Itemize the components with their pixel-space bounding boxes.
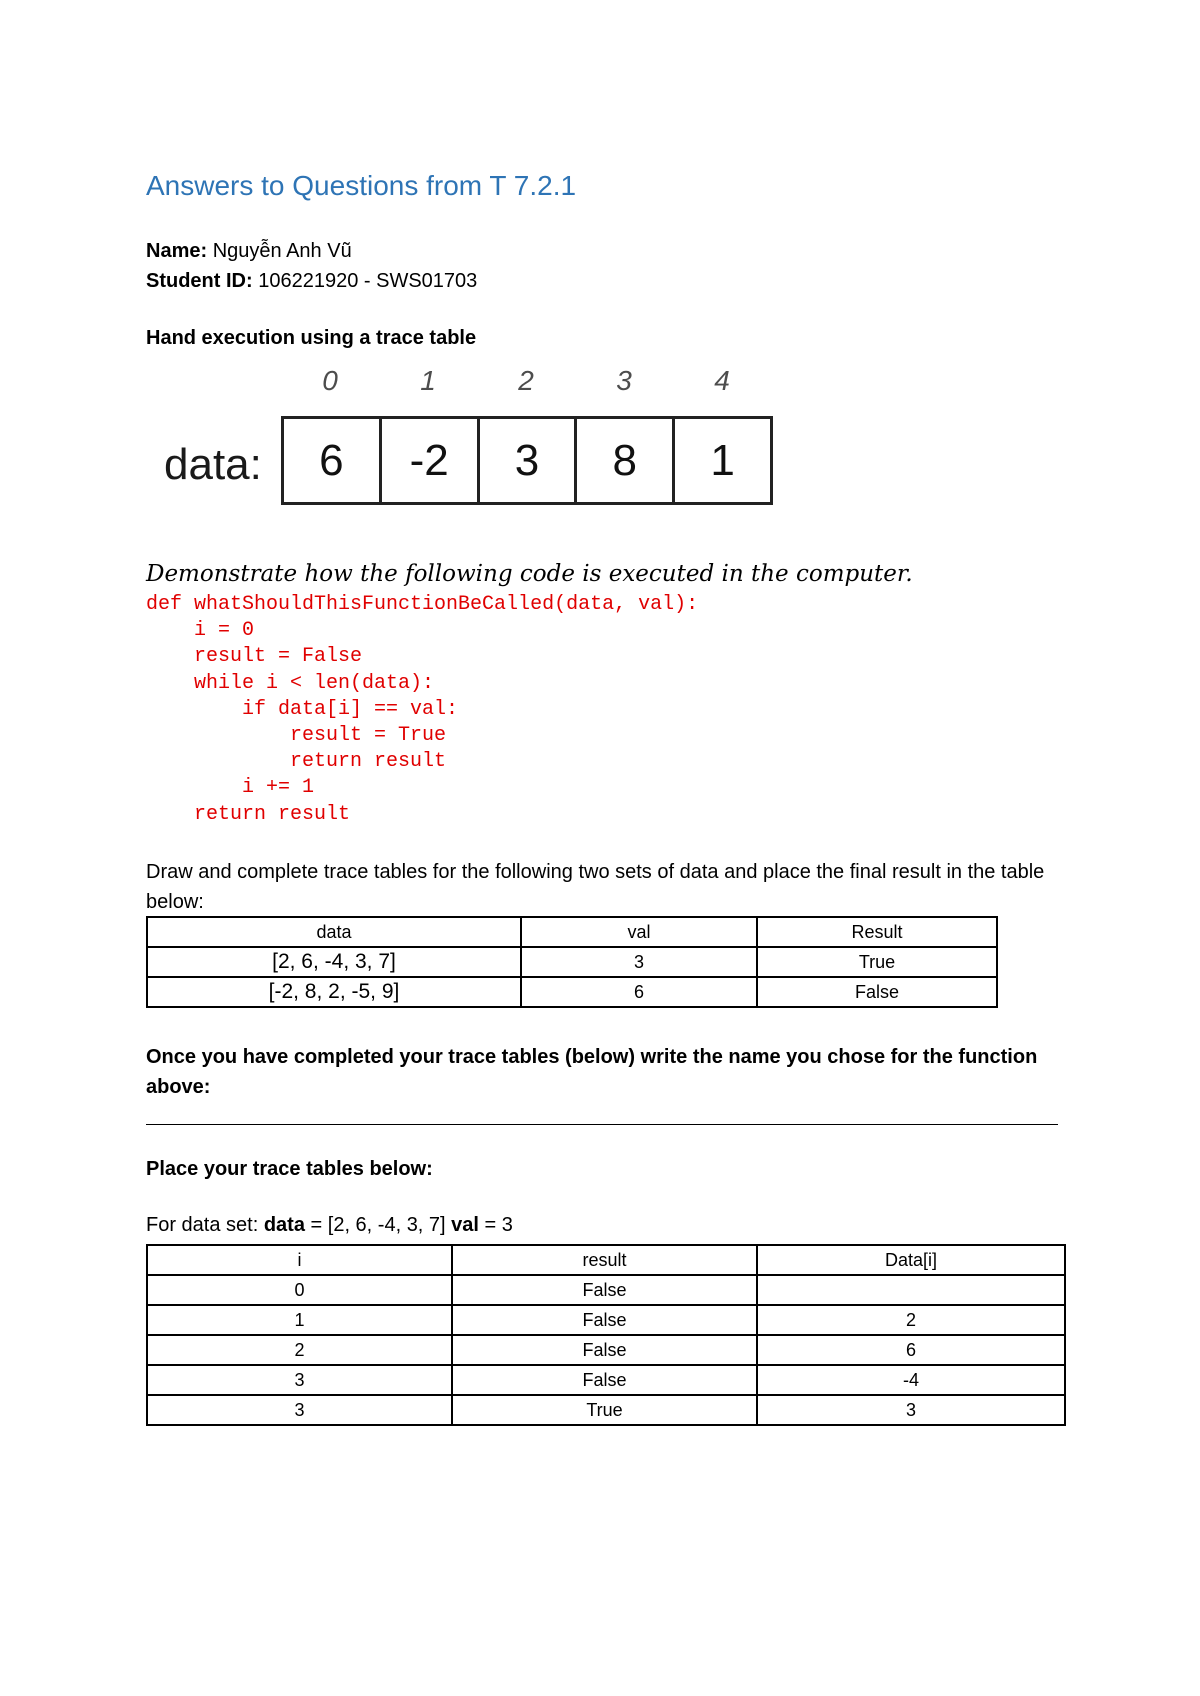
student-id-label: Student ID: [146, 270, 253, 292]
array-cell: 6 [284, 419, 382, 502]
array-index: 3 [616, 365, 632, 396]
table-row [147, 1395, 1065, 1425]
trace-table [146, 1244, 1066, 1426]
table-cell: 2 [147, 1335, 452, 1365]
name-value: Nguyễn Anh Vũ [212, 240, 352, 262]
array-index: 4 [714, 365, 730, 396]
dataset-data-label: data [263, 1214, 305, 1236]
array-label: data: [164, 440, 262, 489]
array-index: 0 [322, 365, 338, 396]
table-cell: False [452, 1335, 757, 1365]
table-cell: [2, 6, -4, 3, 7] [147, 947, 521, 977]
results-table [146, 916, 998, 1008]
name-label: Name: [146, 240, 208, 262]
table-cell: False [452, 1365, 757, 1395]
table-cell: [-2, 8, 2, -5, 9] [147, 977, 521, 1007]
array-index: 1 [420, 365, 436, 396]
table-cell: 0 [147, 1275, 452, 1305]
table-cell: 1 [147, 1305, 452, 1335]
table-cell: 2 [757, 1305, 1065, 1335]
array-index-row [281, 365, 776, 399]
table-cell: 6 [757, 1335, 1065, 1365]
demo-instruction: Demonstrate how the following code is executed in the computer. [146, 561, 913, 587]
array-cell: 8 [577, 419, 675, 502]
table-cell: 6 [521, 977, 757, 1007]
function-name-prompt: Once you have completed your trace tables (below) write the name you chose for the function above: [146, 1046, 1038, 1098]
table-header-cell: Result [757, 917, 997, 947]
array-index: 2 [518, 365, 534, 396]
table-cell: -4 [757, 1365, 1065, 1395]
array-diagram [281, 416, 773, 505]
table-cell: True [757, 947, 997, 977]
array-cell: 3 [480, 419, 578, 502]
table-cell: 3 [521, 947, 757, 977]
table-row [147, 1275, 1065, 1305]
array-cell: -2 [382, 419, 480, 502]
table-cell: False [452, 1305, 757, 1335]
answer-line [146, 1124, 1058, 1125]
dataset-val-value: = 3 [478, 1214, 513, 1236]
dataset-prefix: For data set: [146, 1214, 264, 1236]
table-cell: False [757, 977, 997, 1007]
code-block: def whatShouldThisFunctionBeCalled(data, val): i = 0 result = False while i < len(data): if data[i] == val: result = True return result i += 1 return result [146, 593, 699, 826]
dataset-val-label: val [451, 1214, 479, 1236]
table-cell [757, 1275, 1065, 1305]
table-cell: 3 [147, 1365, 452, 1395]
table-header-row [147, 1245, 1065, 1275]
table-row [147, 947, 997, 977]
table-cell: 3 [147, 1395, 452, 1425]
table-row [147, 1305, 1065, 1335]
draw-instruction: Draw and complete trace tables for the following two sets of data and place the final result in the table below: [146, 861, 1045, 913]
dataset-data-value: = [2, 6, -4, 3, 7] [304, 1214, 452, 1236]
table-cell: 3 [757, 1395, 1065, 1425]
table-row [147, 1335, 1065, 1365]
student-name-line [146, 240, 352, 263]
place-trace-tables-label: Place your trace tables below: [146, 1158, 433, 1180]
array-cell: 1 [710, 435, 735, 485]
table-header-cell: result [452, 1245, 757, 1275]
table-header-cell: i [147, 1245, 452, 1275]
table-cell: True [452, 1395, 757, 1425]
table-header-cell: data [147, 917, 521, 947]
table-row [147, 1365, 1065, 1395]
dataset-line [146, 1214, 513, 1237]
table-header-cell: Data[i] [757, 1245, 1065, 1275]
student-id-value: 106221920 - SWS01703 [258, 270, 478, 292]
page-title: Answers to Questions from T 7.2.1 [146, 170, 577, 201]
table-header-row [147, 917, 997, 947]
section-heading-hand-execution: Hand execution using a trace table [146, 327, 477, 349]
table-cell: False [452, 1275, 757, 1305]
student-id-line [146, 270, 477, 293]
table-header-cell: val [521, 917, 757, 947]
table-row [147, 977, 997, 1007]
